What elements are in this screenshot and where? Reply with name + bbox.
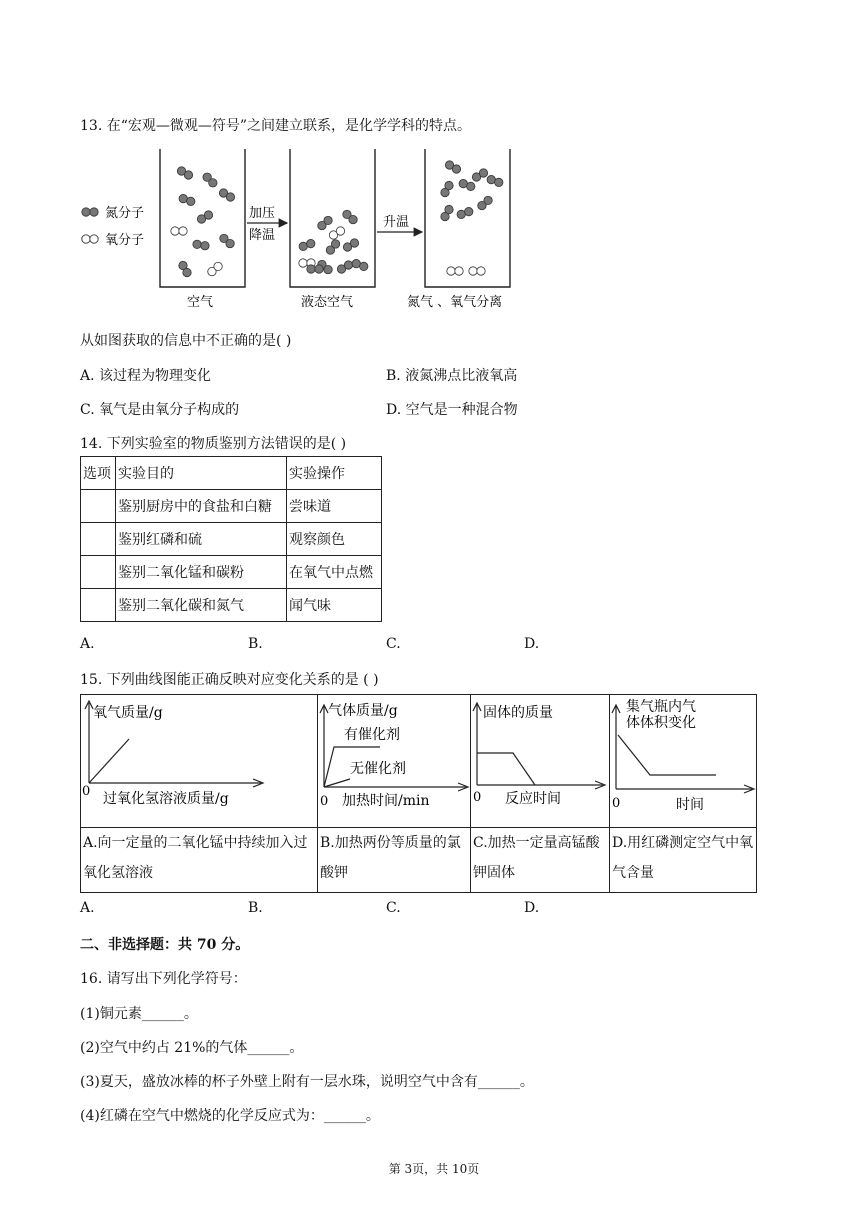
q16-item-1: (1)铜元素______。 [80, 1006, 198, 1022]
nitrogen-atom [315, 265, 323, 273]
oxygen-atom [179, 227, 187, 235]
nitrogen-atom [209, 179, 217, 187]
table-row: 鉴别二氧化锰和碳粉 在氧气中点燃 [81, 556, 382, 589]
q13-question: 从如图获取的信息中不正确的是( ) [80, 333, 292, 349]
beaker3-label: 氮气 、氧气分离 [407, 295, 503, 310]
nitrogen-atom [307, 239, 315, 247]
q14-option-c[interactable]: C. [386, 636, 401, 652]
q13-option-c[interactable]: C. 氧气是由氧分子构成的 [80, 402, 240, 418]
q16-item-4: (4)红磷在空气中燃烧的化学反应式为：______。 [80, 1108, 380, 1124]
nitrogen-atom [324, 265, 332, 273]
nitrogen-atom [226, 239, 234, 247]
oxygen-atom [455, 267, 463, 275]
q13-stem: 13. 在“宏观—微观—符号”之间建立联系，是化学学科的特点。 [80, 118, 472, 134]
q15-stem: 15. 下列曲线图能正确反映对应变化关系的是 ( ) [80, 672, 379, 688]
header-cell: 实验操作 [287, 457, 382, 490]
oxygen-atom [469, 267, 477, 275]
graph-c-line [477, 753, 535, 785]
nitrogen-atom [445, 181, 453, 189]
header-cell: 选项 [81, 457, 116, 490]
q13-option-d[interactable]: D. 空气是一种混合物 [386, 402, 518, 418]
nitrogen-atom [445, 205, 453, 213]
nitrogen-atom [184, 171, 192, 179]
q15-option-b[interactable]: B. [248, 900, 263, 916]
graph-c-xlabel: 反应时间 [505, 791, 561, 807]
beaker1-label: 空气 [187, 295, 214, 310]
q15-option-a[interactable]: A. [80, 900, 95, 916]
legend-n2-label: 氮分子 [105, 206, 145, 221]
nitrogen-atom [187, 197, 195, 205]
graph-b-xlabel: 加热时间/min [342, 793, 430, 809]
q15-option-c[interactable]: C. [386, 900, 401, 916]
nitrogen-atom [467, 182, 475, 190]
caption-b: B.加热两份等质量的氯酸钾 [320, 835, 461, 881]
nitrogen-atom [344, 261, 352, 269]
nitrogen-atom [479, 169, 487, 177]
nitrogen-atom [360, 262, 368, 270]
q16-item-2: (2)空气中约占 21%的气体______。 [80, 1040, 304, 1056]
caption-d: D.用红磷测定空气中氧气含量 [612, 835, 754, 881]
q15-option-d[interactable]: D. [524, 900, 540, 916]
graph-d-ylabel-1: 集气瓶内气 [626, 699, 696, 715]
graph-b-curve-nocatalyst [324, 779, 350, 787]
graph-c-origin: 0 [473, 790, 482, 805]
q13-option-a[interactable]: A. 该过程为物理变化 [80, 368, 212, 384]
q14-option-d[interactable]: D. [524, 636, 540, 652]
q16-item-3: (3)夏天，盛放冰棒的杯子外壁上附有一层水珠，说明空气中含有______。 [80, 1074, 534, 1090]
nitrogen-atom [193, 240, 201, 248]
q14-option-a[interactable]: A. [80, 636, 95, 652]
oxygen-atom [447, 267, 455, 275]
q14-stem: 14. 下列实验室的物质鉴别方法错误的是( ) [80, 436, 347, 452]
graph-b [318, 695, 470, 823]
nitrogen-atom [349, 215, 357, 223]
oxygen-atom [214, 262, 222, 270]
arrow1-top-label: 加压 [249, 206, 276, 221]
nitrogen-atom [465, 207, 473, 215]
nitrogen-atom [331, 240, 339, 248]
nitrogen-atom [452, 165, 460, 173]
nitrogen-atom [495, 178, 503, 186]
oxygen-atom [171, 227, 179, 235]
graph-d-xlabel: 时间 [676, 797, 704, 813]
caption-a: A.向一定量的二氧化锰中持续加入过氧化氢溶液 [83, 835, 308, 881]
nitrogen-atom [307, 265, 315, 273]
graph-a-cell [81, 695, 318, 828]
q16-stem: 16. 请写出下列化学符号： [80, 971, 247, 987]
graph-c-ylabel: 固体的质量 [483, 705, 553, 721]
q13-figure [75, 145, 535, 315]
graph-a-origin: 0 [82, 784, 91, 799]
nitrogen-atom [183, 268, 191, 276]
graph-b-cell [318, 695, 471, 828]
graph-a-xlabel: 过氧化氢溶液质量/g [103, 791, 229, 807]
arrow1-bottom-label: 降温 [249, 228, 276, 243]
graph-c-cell [471, 695, 610, 828]
oxygen-atom [299, 259, 307, 267]
page-footer: 第 3页，共 10页 [388, 1162, 480, 1176]
nitrogen-atom [484, 196, 492, 204]
nitrogen-atom [204, 211, 212, 219]
arrow2-label: 升温 [383, 215, 410, 230]
q15-table [80, 694, 757, 893]
header-cell: 实验目的 [116, 457, 287, 490]
legend-o2-icon [82, 235, 98, 243]
q13-option-b[interactable]: B. 液氮沸点比液氧高 [386, 368, 518, 384]
graph-d-ylabel-2: 体体积变化 [626, 715, 696, 731]
legend-o2-label: 氧分子 [105, 233, 145, 248]
graph-d-cell [610, 695, 757, 828]
section-heading: 二、非选择题：共 70 分。 [80, 937, 250, 953]
beaker-3 [425, 149, 510, 287]
graph-a-ylabel: 氧气质量/g [93, 705, 163, 721]
table-row: 鉴别厨房中的食盐和白糖 尝味道 [81, 490, 382, 523]
graph-d [610, 695, 756, 823]
graph-b-ylabel: 气体质量/g [328, 703, 398, 719]
legend-n2-icon [82, 208, 98, 216]
graph-a-line [89, 739, 129, 783]
nitrogen-atom [350, 239, 358, 247]
graph-d-line [618, 735, 716, 775]
nitrogen-atom [226, 193, 234, 201]
graph-b-curve1-label: 有催化剂 [344, 727, 400, 743]
table-header-row [81, 457, 382, 490]
graph-c [471, 695, 609, 823]
nitrogen-atom [324, 216, 332, 224]
oxygen-atom [336, 227, 344, 235]
q14-option-b[interactable]: B. [248, 636, 263, 652]
graph-b-origin: 0 [320, 794, 329, 809]
table-row: 鉴别二氧化碳和氮气 闻气味 [81, 589, 382, 622]
graph-d-origin: 0 [612, 796, 621, 811]
molecules [171, 161, 503, 277]
oxygen-atom [477, 267, 485, 275]
table-row: 鉴别红磷和硫 观察颜色 [81, 523, 382, 556]
graph-a [81, 695, 317, 823]
beaker2-label: 液态空气 [301, 295, 354, 310]
graph-b-curve2-label: 无催化剂 [350, 761, 406, 777]
caption-c: C.加热一定量高锰酸钾固体 [473, 835, 600, 881]
q14-table [80, 456, 382, 622]
nitrogen-atom [201, 241, 209, 249]
